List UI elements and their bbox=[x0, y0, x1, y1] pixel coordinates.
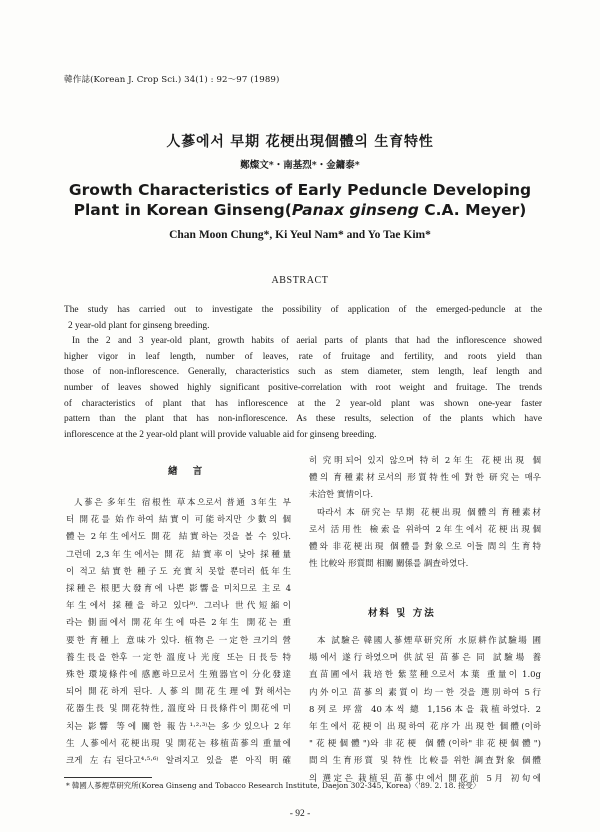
body-line: 未洽한 實情이다. bbox=[309, 490, 374, 501]
body-line: 場에서 遂行하였으며 供試된 苗蔘은 同 試驗場 養 bbox=[309, 653, 541, 664]
abstract-heading: ABSTRACT bbox=[271, 275, 329, 286]
body-line: 이 적고 結實한 種子도 充實치 못할 뿐더러 低年生 bbox=[66, 566, 291, 577]
right-column-top bbox=[309, 453, 541, 573]
title-korean: 人蔘에서 早期 花梗出現個體의 生育特性 bbox=[166, 134, 434, 150]
body-line: 따라서 本 研究는 早期 花梗出現 個體의 育種素材 bbox=[317, 507, 541, 518]
body-line: 體와 非花梗出現 個體를 對象으로 이들 間의 生育特 bbox=[309, 542, 541, 553]
authors-korean: 鄭燦文*・南基烈*・金鏞泰* bbox=[240, 160, 360, 171]
abstract-line: In the 2 and 3 year-old plant, growth habits of aerial parts of plants that had the inflorescence showed bbox=[72, 336, 542, 347]
abstract-line: of characteristics of plant that has inflorescence at the 2 year-old plant was shown one-year faster bbox=[64, 398, 542, 409]
abstract-line: 2 year-old plant for ginseng breeding. bbox=[68, 320, 210, 331]
abstract-line: those of non-inflorescence. Generally, characteristics such as stem diameter, stem length, leaf length and bbox=[64, 367, 542, 378]
body-line: 花器生長 및 開花特性, 溫度와 日長條件이 開花에 미 bbox=[66, 704, 291, 715]
body-line: 치는 影響 等에 關한 報告¹·²·³⁾는 多少있으나 2年 bbox=[66, 721, 291, 732]
body-line: 8列로 坪當 40本씩 總 1,156本을 栽植하였다. 2 bbox=[309, 704, 541, 715]
body-line: 間의 生育形質 및 特性 比較를 위한 調査對象 個體 bbox=[309, 756, 541, 767]
body-line: 크게 左右된다고⁴·⁵·⁶⁾ 알려지고 있을 뿐 아직 明確 bbox=[66, 756, 291, 767]
body-line: 年生에서 採種을 하고 있다⁹⁾. 그러나 世代短縮이 bbox=[66, 601, 291, 612]
abstract-line: pattern than the plant that has non-inflorescence. As these results, selection of the plants which have bbox=[64, 414, 542, 425]
footnote-divider bbox=[64, 777, 152, 778]
abstract-line: inflorescence at the 2 year-old plant will provide valuable aid for ginseng breeding. bbox=[64, 429, 377, 440]
body-line: 性 比較와 形質間 相關 關係를 調査하였다. bbox=[309, 559, 469, 570]
right-column-bottom bbox=[309, 633, 541, 788]
title-english-line2-after: C.A. Meyer) bbox=[418, 201, 527, 219]
section-heading-materials-methods: 材料 및 方法 bbox=[368, 608, 436, 619]
body-line: 의 選定은 栽植된 苗蔘中에서 開花前 5月 初旬에 bbox=[309, 773, 541, 784]
abstract-line: number of leaves showed highly significant positive-correlation with root weight and fruitage. The trends bbox=[64, 382, 542, 393]
body-line: 要한 育種上 意味가 있다. 植物은 一定한 크기의 營 bbox=[66, 635, 291, 646]
body-line: 生 人蔘에서 花梗出現 및 開花는 移植苗蔘의 重量에 bbox=[66, 738, 291, 749]
abstract-body bbox=[64, 303, 542, 443]
body-line: "花梗個體")와 非花梗 個體(이하"非花梗個體") bbox=[309, 739, 541, 750]
body-line: 그런데 2,3年生에서는 開花 結實率이 낮아 採種量 bbox=[66, 549, 291, 560]
body-line: 體는 2年生에서도 開花 結實하는 것을 볼 수 있다. bbox=[66, 532, 291, 543]
body-line: 人蔘은 多年生 宿根性 草本으로서 普通 3年生 부 bbox=[74, 498, 291, 508]
title-english-line2-before: Plant in Korean Ginseng( bbox=[73, 201, 292, 219]
journal-header: 韓作誌(Korean J. Crop Sci.) 34(1) : 92～97 (1989) bbox=[64, 75, 280, 85]
section-heading-introduction: 緖 言 bbox=[168, 466, 209, 477]
abstract-line: The study has carried out to investigate the possibility of application of the emerged-peduncle at the bbox=[64, 305, 542, 315]
footnote-affiliation: * 韓國人蔘煙草研究所(Korea Ginseng and Tobacco Research Institute, Daejon 302-345, Korea)〈'89. 2. 18. 接受〉 bbox=[66, 781, 481, 790]
body-line: 터 開花를 始作하여 結實이 可能하지만 少數의 個 bbox=[66, 515, 291, 526]
body-line: 로서 活用性 檢索을 위하여 2年生에서 花梗出現個 bbox=[309, 524, 541, 535]
body-line: 内外이고 苗蔘의 素質이 均一한 것을 選別하여 5行 bbox=[309, 687, 541, 698]
body-line: 히 究明되어 있지 않으며 特히 2年生 花梗出現 個 bbox=[309, 456, 541, 466]
title-english-species: Panax ginseng bbox=[291, 201, 419, 219]
body-line: 되어 開花하게 된다. 人蔘의 開花生理에 對해서는 bbox=[66, 687, 291, 698]
left-column bbox=[66, 495, 291, 770]
authors-english: Chan Moon Chung*, Ki Yeul Nam* and Yo Tae Kim* bbox=[169, 229, 431, 241]
body-line: 年生에서 花梗이 出現하여 花序가 出現한 個體(이하 bbox=[309, 722, 541, 733]
title-english-line1: Growth Characteristics of Early Peduncle Developing bbox=[68, 181, 532, 199]
body-line: 養生長을 한후 一定한 溫度나 光度 또는 日長등 特 bbox=[66, 652, 291, 663]
body-line: 直苗圃에서 栽培한 紫莖種으로서 本葉 重量이 1.0g bbox=[309, 670, 541, 681]
body-line: 라는 側面에서 開花年生에 따른 2年生 開花는 重 bbox=[66, 618, 291, 629]
body-line: 殊한 環境條件에 感應하므로서 生殖器官이 分化發達 bbox=[66, 670, 291, 681]
page-number: - 92 - bbox=[289, 809, 311, 819]
abstract-line: higher vigor in leaf length, number of leaves, rate of fruitage and fertility, and roots yield than bbox=[64, 351, 542, 362]
title-english-line2 bbox=[0, 200, 600, 220]
title-english bbox=[0, 180, 600, 220]
body-line: 採種은 根肥大發育에 나쁜 影響을 미치므로 主로 4 bbox=[66, 584, 291, 595]
body-line: 本 試驗은 韓國人蔘煙草研究所 水原耕作試驗場 圃 bbox=[317, 636, 541, 646]
body-line: 體의 育種素材로서의 形質特性에 對한 研究는 매우 bbox=[309, 473, 541, 484]
